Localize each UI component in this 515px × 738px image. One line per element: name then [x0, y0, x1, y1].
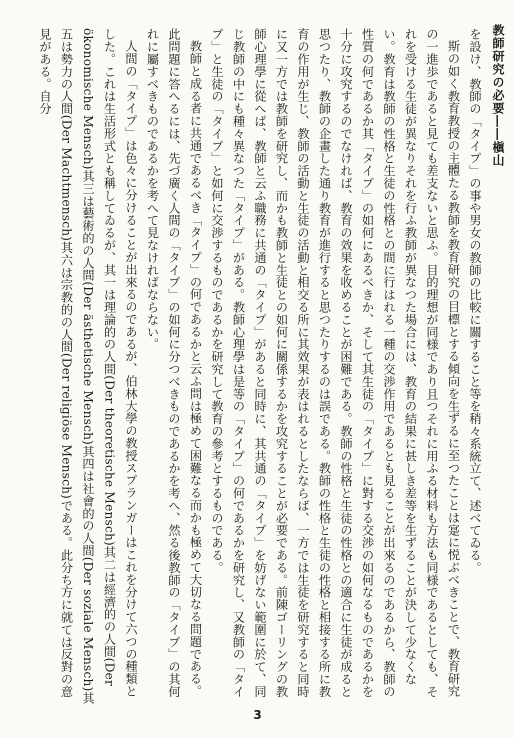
paragraph-continued: を設け、教師の「タイプ」の事や男女の教師の比較に關すること等を稍々系統立て、述べてゐる。 — [468, 28, 482, 574]
paragraph-teacher-research: 斯の如く教育教授の主體たる教師を教育研究の目標とする傾向を生ずるに至つたことは寔に悦ぶべきことで、教育研究の一進歩であると見ても差支ないと思ふ。目的理想が同様であり且つそれに用ふる材料も方法も同様であるとしても、それを受ける生徒が異なりそれを行ふ教師が異なつた場合には、教育の結果に甚しき差等を生ずることが決して少なくない。教育は教師の性格と生徒の性格との間に行はれる一種の交渉作用であるとも見ることが出來るのであるから、教師の性質の何であるか其「タイプ」の如何にあるべきか、そして其生徒の「タイプ」に對する交渉の如何なるものであるかを十分に攻究するのでなければ、教育の效果を收めることが困難である。教師の性格と生徒の性格との適合に生徒が成ると思つたり、教師の企畫した通り教育が進行すると思つたりするのは誤である。教師の性格と生徒の性格と相接する所に教育の作用が生じ、教師の活動と生徒の活動と相交る所に其效果が表はれるとしたならば、一方では生徒を研究すると同時に又一方では教師を研究し、而かも教師と生徒との如何に關係するかを攻究することが必要である。前陳ゴーリングの教師心理學に從へば、教師と云ふ職務に共通の「タイプ」があると同時に、其共通の「タイプ」を妨げない範圍に於て、同じ教師の中にも種々異なつた「タイプ」がある。教師心理學は是等の「タイプ」の何であるかを研究し、又教師の「タイプ」と生徒の「タイプ」と如何に交渉するものであるかを研究して教育の參考とするものである。 — [210, 28, 461, 698]
paragraph-spranger-types: 人間の「タイプ」は色々に分けることが出來るのであるが、伯林大學の教授スプランガーはこれを分けて六つの種類とした。これは生活形式とも稱してゐるが、其一は理論的の人間(Der theoretische Mensch)其二は經濟的の人間(Der ökonomische Mensch)其三は藝術的の人間(Der ästhetische Mensch)其四は社會的の人間(Der soziale Mensch)其五は勢力の人間(Der Machtmensch)其六は宗教的の人間(Der religiöse Mensch)である。此分ち方に就ては反對の意見がある。自分 — [38, 28, 138, 704]
paragraph-common-type: 教師と成る者に共通であるべき「タイプ」の何であるかと云ふ問は極めて困難なる而かも極めて大切なる問題である。此問題に答へるには、先づ廣く人間の「タイプ」の如何に分つべきものであるかを考へ、然る後教師の「タイプ」の其何れに屬すべきものであるかを考へて見なければならない。 — [145, 28, 203, 698]
running-header: 教師研究の必要――槇山 — [491, 24, 505, 167]
body-text — [30, 28, 485, 708]
page-number: 3 — [253, 708, 262, 722]
